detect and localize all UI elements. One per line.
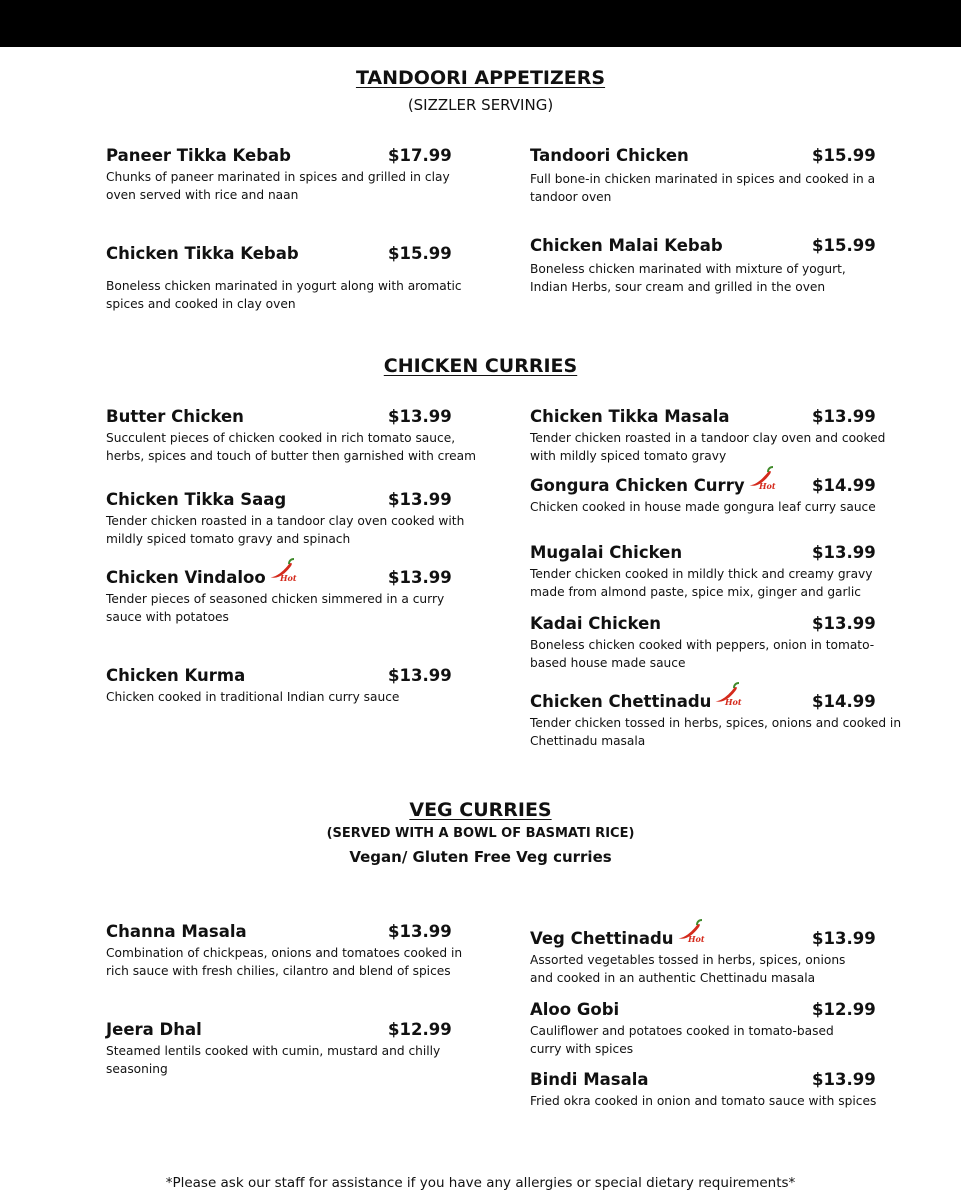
item-description: Chettinadu masala — [530, 734, 646, 748]
item-name — [530, 476, 776, 504]
item-description: sauce with potatoes — [106, 610, 229, 624]
item-description: mildly spiced tomato gravy and spinach — [106, 532, 351, 546]
item-price: $13.99 — [812, 407, 876, 426]
item-price: $13.99 — [388, 490, 452, 509]
item-description: Tender chicken roasted in a tandoor clay oven and cooked — [530, 431, 886, 445]
menu-item-chicken-vindaloo — [106, 568, 452, 626]
menu-item-chicken-tikka-masala — [530, 407, 885, 465]
menu-item-butter-chicken — [106, 407, 476, 465]
item-name — [106, 568, 297, 596]
hot-chili-icon — [746, 466, 776, 494]
menu-item-tandoori-chicken — [530, 146, 875, 206]
section-subtitle-tandoori: (SIZZLER SERVING) — [407, 96, 554, 114]
svg-text:Hot: Hot — [279, 573, 297, 582]
item-name: Kadai Chicken — [530, 614, 662, 633]
section-title-veg: VEG CURRIES — [409, 799, 552, 821]
menu-item-chicken-kurma — [106, 666, 452, 706]
item-price: $13.99 — [812, 614, 876, 633]
menu-item-veg-chettinadu — [530, 929, 876, 987]
item-description: Chicken cooked in traditional Indian curry sauce — [106, 690, 400, 704]
item-description: Boneless chicken marinated with mixture of yogurt, — [530, 262, 846, 276]
item-name: Chicken Tikka Masala — [530, 407, 730, 426]
menu-item-chicken-tikka-saag — [106, 490, 464, 548]
section-subtitle-vegan: Vegan/ Gluten Free Veg curries — [349, 848, 612, 866]
item-description: Cauliflower and potatoes cooked in tomato-based — [530, 1024, 834, 1038]
item-description: Chunks of paneer marinated in spices and grilled in clay — [106, 170, 450, 184]
item-name: Channa Masala — [106, 922, 247, 941]
item-description: spices and cooked in clay oven — [106, 297, 296, 311]
hot-chili-icon — [267, 558, 297, 586]
item-name: Chicken Tikka Saag — [106, 490, 287, 509]
menu-item-chicken-malai-kebab — [530, 236, 876, 296]
item-description: tandoor oven — [530, 190, 612, 204]
item-name: Chicken Tikka Kebab — [106, 244, 299, 263]
item-price: $13.99 — [812, 1070, 876, 1089]
allergy-footer-note: *Please ask our staff for assistance if you have any allergies or special dietary requirements* — [165, 1175, 796, 1191]
menu-item-chicken-tikka-kebab — [106, 244, 462, 313]
item-name: Tandoori Chicken — [530, 146, 689, 165]
item-price: $14.99 — [812, 476, 876, 495]
item-price: $12.99 — [812, 1000, 876, 1019]
item-description: Steamed lentils cooked with cumin, mustard and chilly — [106, 1044, 441, 1058]
menu-item-kadai-chicken — [530, 614, 874, 672]
svg-text:Hot: Hot — [725, 697, 743, 706]
item-description: Boneless chicken marinated in yogurt along with aromatic — [106, 279, 462, 293]
item-price: $13.99 — [388, 407, 452, 426]
svg-text:Hot: Hot — [758, 481, 776, 490]
item-description: Combination of chickpeas, onions and tomatoes cooked in — [106, 946, 463, 960]
item-description: Chicken cooked in house made gongura leaf curry sauce — [530, 500, 876, 514]
item-description: based house made sauce — [530, 656, 686, 670]
item-name: Paneer Tikka Kebab — [106, 146, 291, 165]
section-subtitle-veg: (SERVED WITH A BOWL OF BASMATI RICE) — [326, 826, 635, 841]
section-title-tandoori: TANDOORI APPETIZERS — [355, 67, 606, 89]
menu-item-gongura-chicken-curry — [530, 476, 876, 516]
item-name-text: Chicken Vindaloo — [106, 568, 266, 587]
item-description: Tender chicken roasted in a tandoor clay oven cooked with — [106, 514, 465, 528]
item-description: Fried okra cooked in onion and tomato sauce with spices — [530, 1094, 877, 1108]
top-bar — [0, 0, 961, 47]
item-description: Tender pieces of seasoned chicken simmered in a curry — [106, 592, 445, 606]
item-price: $17.99 — [388, 146, 452, 165]
item-price: $15.99 — [812, 146, 876, 165]
menu-item-bindi-masala — [530, 1070, 876, 1110]
hot-chili-icon — [675, 919, 705, 947]
item-name — [530, 692, 742, 720]
item-name — [530, 929, 705, 957]
menu-item-chicken-chettinadu — [530, 692, 901, 750]
item-price: $15.99 — [812, 236, 876, 255]
menu-item-mugalai-chicken — [530, 543, 876, 601]
item-name: Aloo Gobi — [530, 1000, 620, 1019]
item-price: $12.99 — [388, 1020, 452, 1039]
menu-item-aloo-gobi — [530, 1000, 876, 1058]
item-name: Butter Chicken — [106, 407, 244, 426]
item-price: $13.99 — [812, 543, 876, 562]
item-name-text: Veg Chettinadu — [530, 929, 674, 948]
menu-item-paneer-tikka-kebab — [106, 146, 450, 204]
item-description: with mildly spiced tomato gravy — [530, 449, 727, 463]
item-description: Boneless chicken cooked with peppers, onion in tomato- — [530, 638, 875, 652]
item-price: $13.99 — [812, 929, 876, 948]
item-name: Mugalai Chicken — [530, 543, 683, 562]
item-description: Tender chicken cooked in mildly thick and creamy gravy — [530, 567, 873, 581]
item-price: $14.99 — [812, 692, 876, 711]
item-name: Jeera Dhal — [106, 1020, 202, 1039]
item-name-text: Gongura Chicken Curry — [530, 476, 745, 495]
item-description: Tender chicken tossed in herbs, spices, onions and cooked in — [530, 716, 902, 730]
svg-text:Hot: Hot — [687, 934, 705, 943]
section-title-chicken: CHICKEN CURRIES — [383, 355, 578, 377]
item-description: rich sauce with fresh chilies, cilantro and blend of spices — [106, 964, 451, 978]
item-description: made from almond paste, spice mix, ginger and garlic — [530, 585, 862, 599]
item-name-text: Chicken Chettinadu — [530, 692, 712, 711]
hot-chili-icon — [712, 682, 742, 710]
item-price: $15.99 — [388, 244, 452, 263]
menu-item-jeera-dhal — [106, 1020, 452, 1078]
item-price: $13.99 — [388, 922, 452, 941]
item-price: $13.99 — [388, 666, 452, 685]
item-description: oven served with rice and naan — [106, 188, 299, 202]
item-description: Succulent pieces of chicken cooked in rich tomato sauce, — [106, 431, 456, 445]
item-description: Indian Herbs, sour cream and grilled in the oven — [530, 280, 826, 294]
menu-item-channa-masala — [106, 922, 462, 980]
item-description: herbs, spices and touch of butter then garnished with cream — [106, 449, 476, 463]
item-description: curry with spices — [530, 1042, 634, 1056]
item-name: Chicken Malai Kebab — [530, 236, 723, 255]
item-price: $13.99 — [388, 568, 452, 587]
item-name: Chicken Kurma — [106, 666, 246, 685]
item-description: Assorted vegetables tossed in herbs, spices, onions — [530, 953, 846, 967]
item-description: seasoning — [106, 1062, 168, 1076]
item-description: and cooked in an authentic Chettinadu masala — [530, 971, 816, 985]
item-name: Bindi Masala — [530, 1070, 649, 1089]
item-description: Full bone-in chicken marinated in spices and cooked in a — [530, 172, 876, 186]
